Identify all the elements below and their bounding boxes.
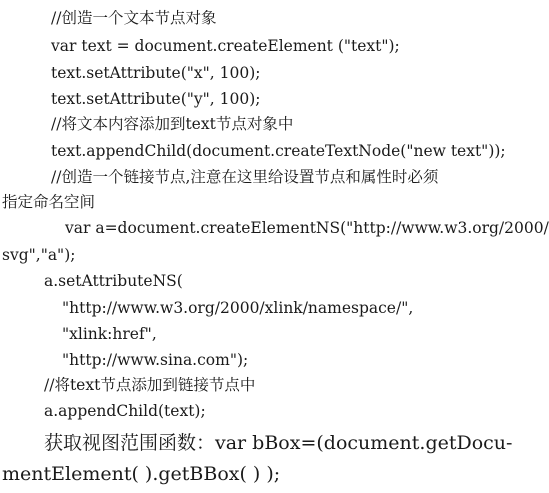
code-line-append-child-text: a.appendChild(text);: [44, 402, 206, 420]
code-line-set-attribute-x: text.setAttribute("x", 100);: [51, 64, 261, 82]
code-line-xlink-href: "xlink:href",: [62, 325, 157, 343]
comment-line-add-text-content: //将文本内容添加到text节点对象中: [51, 115, 294, 133]
code-line-create-element-ns-continued: svg","a");: [2, 246, 76, 264]
code-line-set-attribute-ns: a.setAttributeNS(: [44, 272, 183, 290]
body-line-get-bbox-continued: mentElement( ).getBBox( ) );: [2, 463, 281, 485]
body-line-get-bbox: 获取视图范围函数：var bBox=(document.getDocu-: [44, 432, 513, 454]
code-line-create-element-ns: var a=document.createElementNS("http://www.w3.org/2000/: [65, 219, 549, 237]
code-line-append-text-node: text.appendChild(document.createTextNode("new text"));: [51, 142, 506, 160]
comment-line-namespace-continued: 指定命名空间: [2, 193, 96, 211]
comment-line-add-to-link-node: //将text节点添加到链接节点中: [44, 376, 256, 394]
comment-line-create-text-node: //创造一个文本节点对象: [51, 9, 217, 27]
comment-line-create-link-node: //创造一个链接节点,注意在这里给设置节点和属性时必须: [51, 168, 439, 186]
code-line-xlink-namespace: "http://www.w3.org/2000/xlink/namespace/",: [62, 299, 414, 317]
code-line-create-element: var text = document.createElement ("text");: [51, 37, 400, 55]
code-line-sina-url: "http://www.sina.com");: [62, 351, 249, 369]
code-line-set-attribute-y: text.setAttribute("y", 100);: [51, 90, 261, 108]
